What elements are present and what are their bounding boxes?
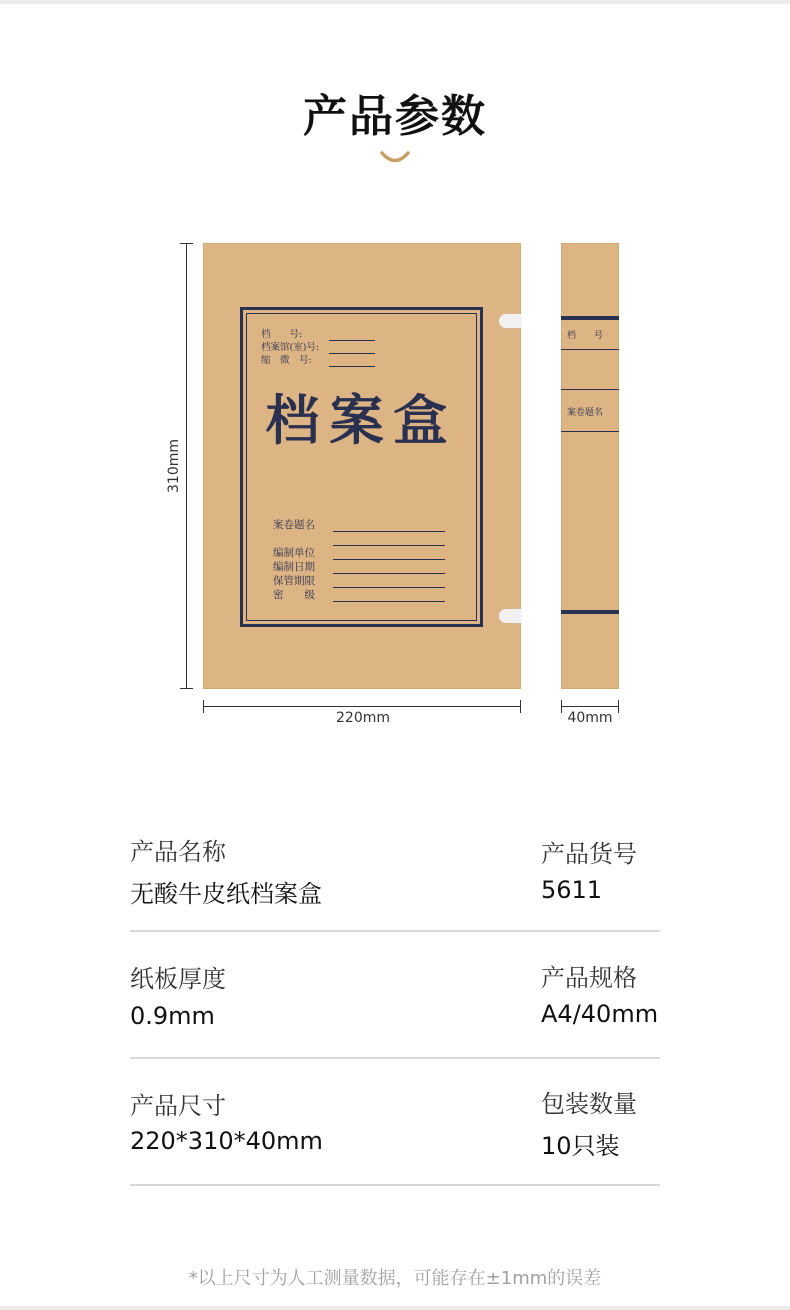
spec-divider [130,930,660,932]
box-field-underline [329,345,375,354]
width-dimension-tick-left [203,700,204,713]
depth-dimension-line [561,706,619,707]
box-field-row [273,574,445,588]
bottom-border-strip [0,1306,790,1310]
spec-label-dimensions: 产品尺寸 [130,1092,226,1120]
box-field-underline [329,358,375,367]
box-title: 档案盒 [265,388,458,452]
box-field-label: 缩 微 号: [261,355,312,366]
box-field-underline [333,521,445,532]
height-dimension-line [186,243,187,689]
box-field-label: 保管期限 [273,575,315,587]
spec-value-item-number: 5611 [541,876,603,904]
archive-box-spine [561,243,619,689]
spine-divider [561,349,619,350]
box-field-label: 编制单位 [273,547,315,559]
height-dimension-tick-top [180,243,193,244]
spine-divider [561,389,619,390]
spec-divider [130,1184,660,1186]
box-top-fields [261,328,375,367]
box-field-row [273,560,445,574]
depth-dimension-label: 40mm [567,710,613,726]
box-field-underline [333,591,445,602]
width-dimension-line [203,706,521,707]
spec-divider [130,1057,660,1059]
box-field-underline [329,332,375,341]
spine-band-top [561,316,619,320]
height-dimension-tick-bottom [180,688,193,689]
box-bottom-fields [273,518,445,602]
width-dimension-tick-right [520,700,521,713]
box-label-frame [240,307,483,627]
box-field-underline [333,549,445,560]
box-field-row [273,532,445,546]
box-field-label: 密 级 [273,589,315,601]
box-field-label: 档案馆(室)号: [261,342,320,353]
spine-label-title: 案卷题名 [567,408,604,418]
archive-box-front [203,243,521,689]
box-clip-bottom [499,609,521,623]
box-field-row [261,354,375,367]
box-field-row [273,546,445,560]
measurement-footnote: *以上尺寸为人工测量数据，可能存在±1mm的误差 [188,1268,602,1289]
spine-band-bottom [561,610,619,614]
spine-divider [561,431,619,432]
spec-label-board-thickness: 纸板厚度 [130,965,226,993]
spec-label-product-name: 产品名称 [130,838,226,866]
spec-value-board-thickness: 0.9mm [130,1002,215,1030]
width-dimension-label: 220mm [336,710,390,726]
box-field-label: 档 号: [261,329,303,340]
spec-label-item-number: 产品货号 [541,840,637,868]
box-field-underline [333,535,445,546]
box-field-row [273,518,445,532]
height-dimension-label: 310mm [166,439,182,493]
box-field-label: 编制日期 [273,561,315,573]
box-field-label: 案卷题名 [273,519,315,531]
box-clip-top [499,314,521,328]
spec-value-product-name: 无酸牛皮纸档案盒 [130,880,322,908]
spec-value-specification: A4/40mm [541,1000,659,1028]
top-border-strip [0,0,790,4]
box-field-row [261,341,375,354]
page-title: 产品参数 [303,91,487,142]
box-field-underline [333,563,445,574]
spec-label-pack-quantity: 包装数量 [541,1090,637,1118]
box-field-row [261,328,375,341]
box-field-underline [333,577,445,588]
spine-label-file-no: 档 号 [567,331,604,341]
title-accent-icon [380,150,410,166]
spec-value-dimensions: 220*310*40mm [130,1127,323,1155]
spec-label-specification: 产品规格 [541,964,637,992]
spec-value-pack-quantity: 10只装 [541,1132,620,1160]
box-field-row [273,588,445,602]
